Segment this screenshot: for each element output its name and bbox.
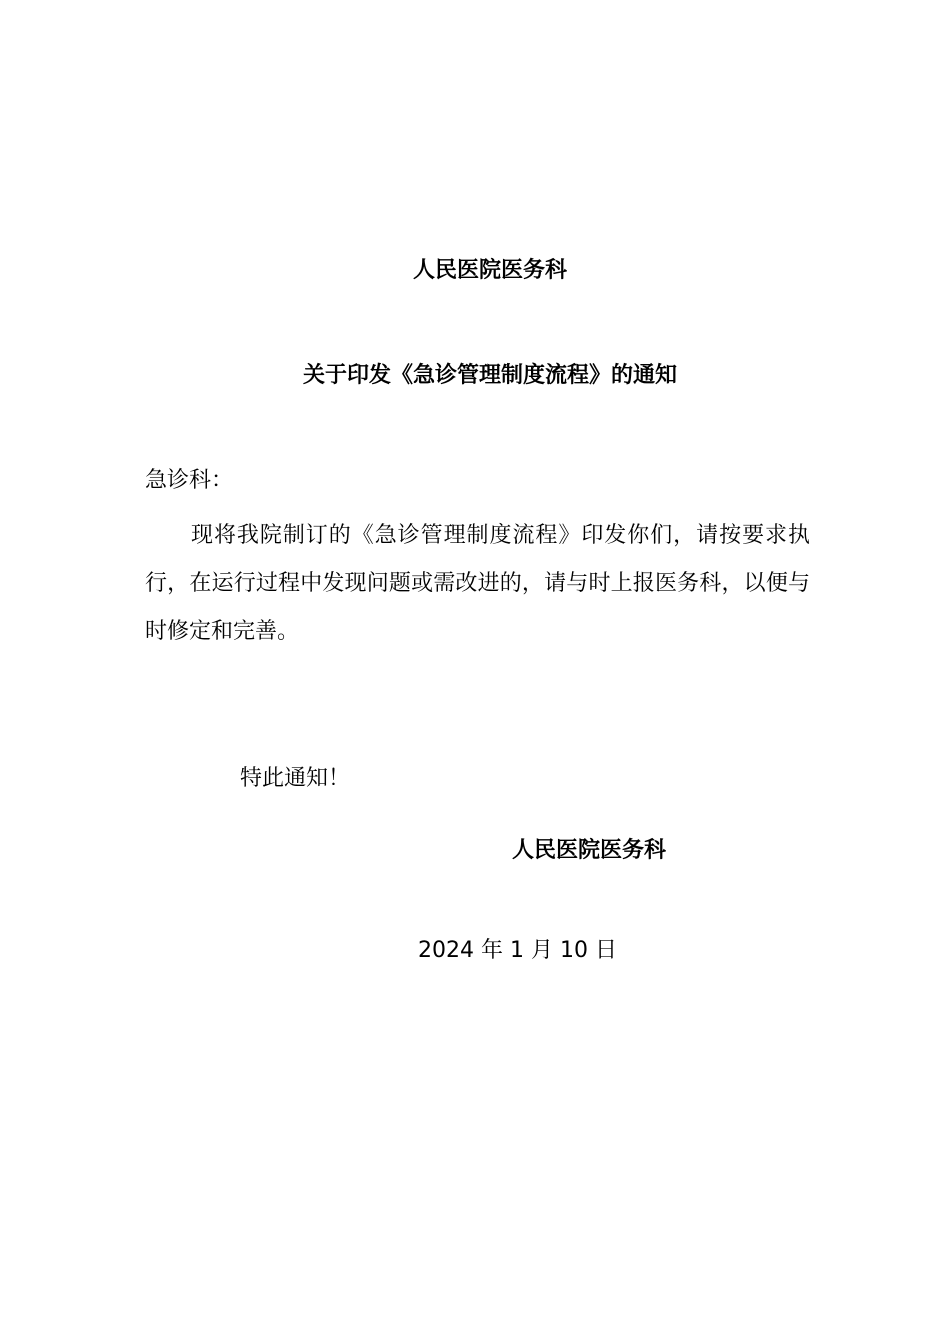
issuer-heading: 人民医院医务科 bbox=[412, 258, 567, 283]
body-paragraph: 现将我院制订的《急诊管理制度流程》印发你们，请按要求执行，在运行过程中发现问题或需改进的，请与时上报医务科，以便与时修定和完善。 bbox=[145, 523, 810, 644]
issue-date: 2024 年 1 月 10 日 bbox=[418, 938, 617, 963]
closing-line: 特此通知！ bbox=[240, 766, 351, 791]
addressee: 急诊科： bbox=[145, 468, 234, 493]
signature: 人民医院医务科 bbox=[512, 838, 667, 863]
document-title: 关于印发《急诊管理制度流程》的通知 bbox=[302, 363, 677, 388]
